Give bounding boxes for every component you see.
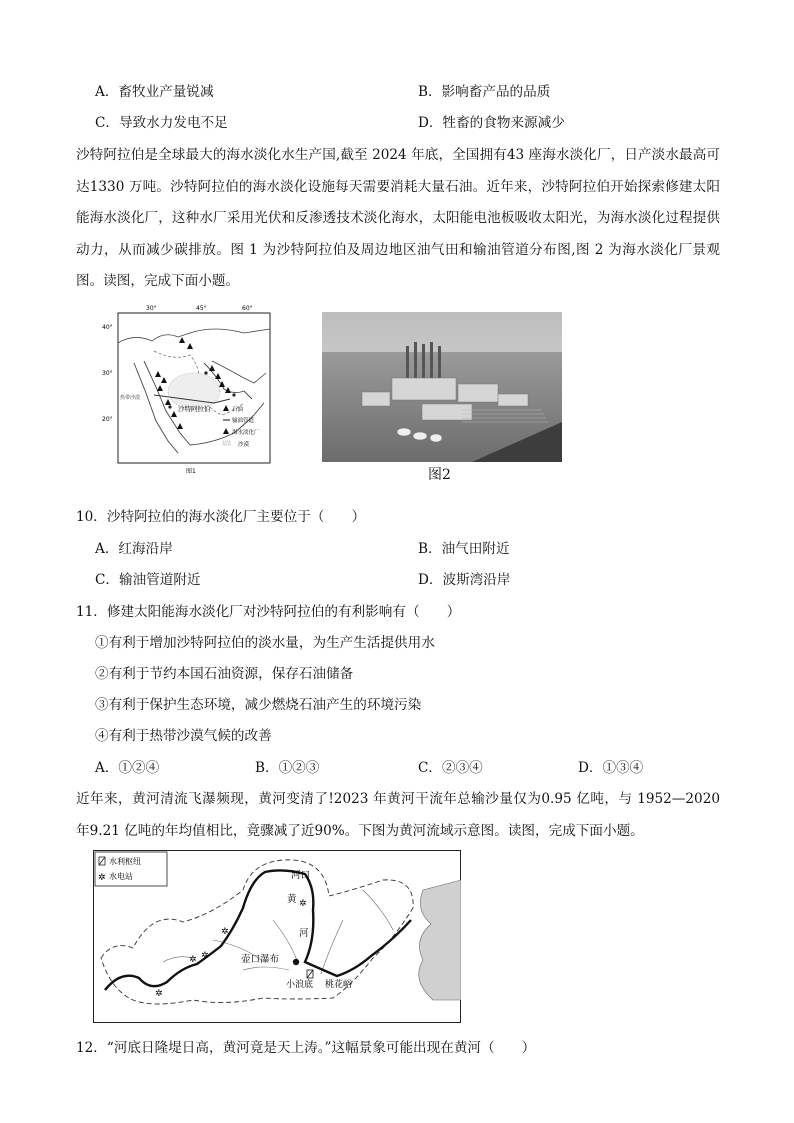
q10-option-b: B．油气田附近	[418, 541, 510, 557]
sea-area	[419, 880, 461, 1000]
lon-label-60: 60°	[242, 305, 253, 312]
legend-oil: 石油	[232, 407, 244, 413]
label-huang: 黄	[287, 894, 297, 905]
svg-text:✲: ✲	[189, 955, 197, 965]
hukou-waterfall-marker	[293, 959, 299, 965]
lat-label-40: 40°	[102, 324, 113, 331]
svg-text:✲: ✲	[299, 899, 307, 909]
label-he: 河	[299, 928, 309, 939]
figure-2-photo	[322, 312, 562, 462]
q11-statement-4: ④有利于热带沙漠气候的改善	[95, 728, 272, 744]
desert-area	[168, 373, 220, 409]
q11-stem: 11．修建太阳能海水淡化厂对沙特阿拉伯的有利影响有（ ）	[76, 604, 461, 620]
q12-stem: 12．“河底日隆堤日高，黄河竟是天上涛。”这幅景象可能出现在黄河（ ）	[76, 1040, 536, 1056]
q10-stem: 10．沙特阿拉伯的海水淡化厂主要位于（ ）	[76, 509, 366, 525]
q11-statement-1: ①有利于增加沙特阿拉伯的淡水量，为生产生活提供用水	[95, 635, 435, 651]
label-hekou: 河口	[291, 870, 311, 881]
q9-option-d: D．牲畜的食物来源减少	[418, 115, 565, 131]
lon-label-30: 30°	[146, 305, 157, 312]
legend-desert: 沙漠	[238, 442, 250, 448]
country-label-saudi: 沙特阿拉伯	[178, 405, 211, 413]
svg-text:✲: ✲	[155, 989, 163, 999]
svg-text:✲: ✲	[221, 927, 229, 937]
passage-desalination: 沙特阿拉伯是全球最大的海水淡化水生产国,截至 2024 年底，全国拥有43 座海水淡化厂，日产淡水最高可达1330 万吨。沙特阿拉伯的海水淡化设施每天需要消耗大量石油。近年来，沙特阿拉伯开始探索修建太阳能海水淡化厂，这种水厂采用光伏和反渗透技术淡化海水，太阳能电池板吸收太阳光，为海水淡化过程提供动力，从而减少碳排放。图 1 为沙特阿拉伯及周边地区油气田和输油管道分布图,图 2 为海水淡化厂景观图。读图，完成下面小题。	[76, 147, 720, 289]
label-xiaolangdi: 小浪底	[286, 980, 314, 990]
label-taohuayu: 桃花峪	[325, 980, 353, 990]
q11-option-a: A．①②④	[95, 760, 160, 776]
q9-option-b: B．影响畜产品的品质	[418, 84, 551, 100]
q9-option-a: A．畜牧业产量锐减	[95, 84, 214, 100]
lat-label-30: 30°	[102, 370, 113, 377]
q11-option-d: D．①③④	[578, 760, 644, 776]
region-label-left: 热带沙漠	[120, 395, 141, 401]
legend-station: 水电站	[109, 872, 133, 881]
svg-text:✲: ✲	[201, 951, 209, 961]
figure-3-yellow-river-map	[93, 850, 461, 1023]
label-hukou-waterfall: 壶口瀑布	[241, 954, 280, 965]
q11-option-b: B．①②③	[255, 760, 320, 776]
figure-2-caption: 图2	[428, 467, 451, 483]
q11-option-c: C．②③④	[418, 760, 483, 776]
lon-label-45: 45°	[196, 305, 207, 312]
q9-option-c: C．导致水力发电不足	[95, 115, 228, 131]
legend-desert-icon	[223, 441, 230, 445]
figure-1-caption: 图1	[186, 468, 196, 475]
legend-pipeline: 输油管道	[232, 418, 255, 424]
q11-statement-2: ②有利于节约本国石油资源，保存石油储备	[95, 666, 354, 682]
water-dams	[307, 970, 313, 978]
lat-label-20: 20°	[102, 416, 113, 423]
q11-statement-3: ③有利于保护生态环境，减少燃烧石油产生的环境污染	[95, 697, 422, 713]
legend-desal: 海水淡化厂	[232, 430, 260, 436]
q10-option-d: D．波斯湾沿岸	[418, 572, 511, 588]
figure-1-map	[94, 303, 284, 475]
q10-option-a: A．红海沿岸	[95, 541, 173, 557]
passage-yellow-river: 近年来，黄河清流飞瀑频现，黄河变清了!2023 年黄河干流年总输沙量仅为0.95 亿吨，与 1952—2020 年9.21 亿吨的年均值相比，竟骤减了近90%。下图为黄河流域示意图。读图，完成下面小题。	[76, 791, 720, 839]
legend-dam: 水利枢纽	[109, 857, 141, 866]
station-icon: ✲	[98, 873, 106, 883]
q10-option-c: C．输油管道附近	[95, 572, 201, 588]
